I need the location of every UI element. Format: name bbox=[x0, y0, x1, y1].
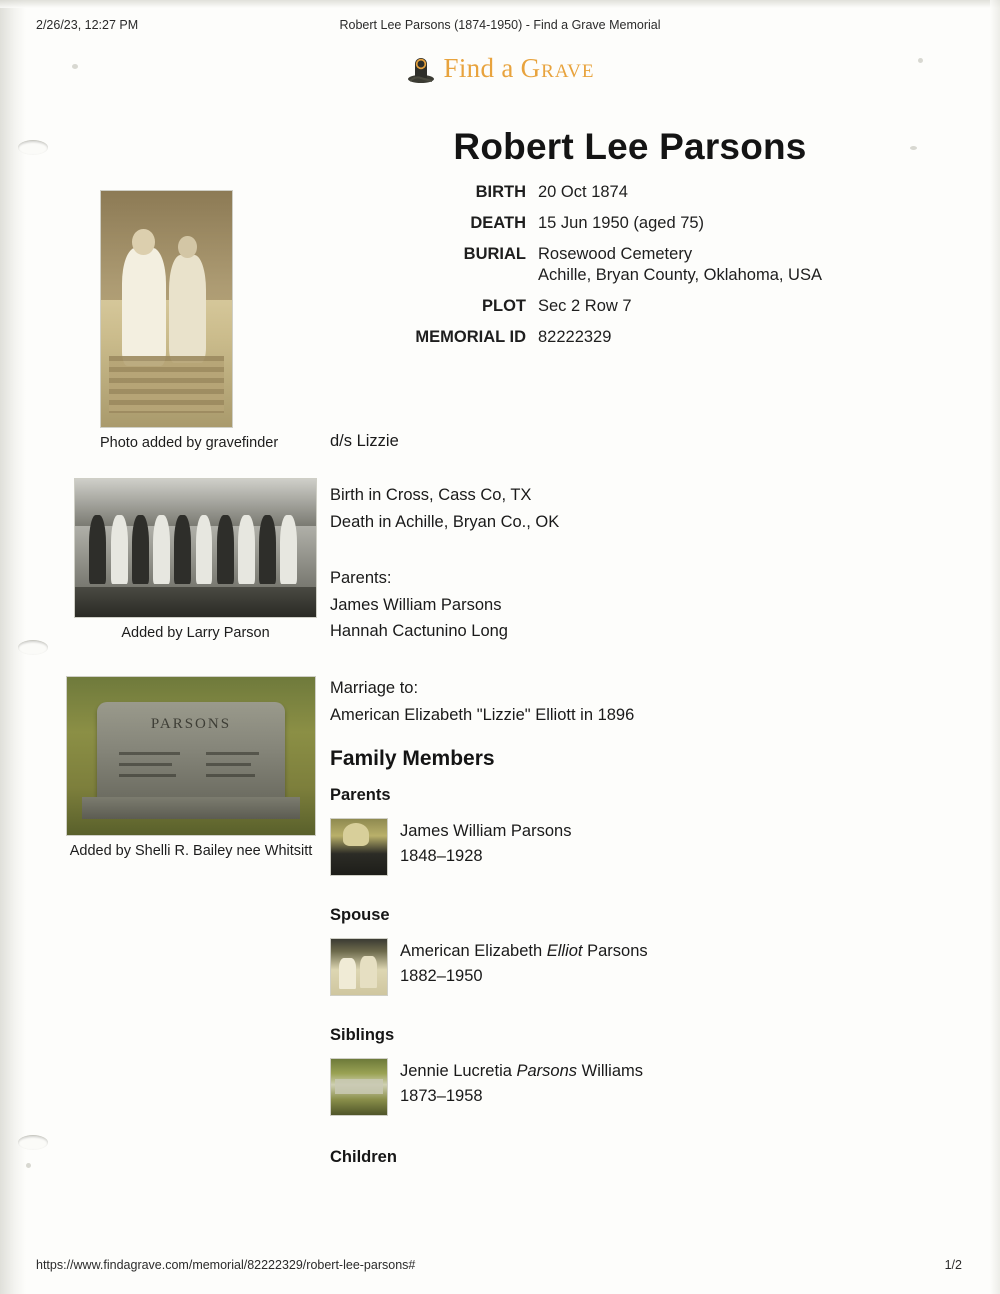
family-member-name[interactable] bbox=[400, 819, 571, 844]
bio-dslizzie: d/s Lizzie bbox=[330, 432, 399, 450]
person-figure bbox=[280, 515, 297, 584]
fact-value-death: 15 Jun 1950 (aged 75) bbox=[538, 213, 705, 232]
headstone-inscription-line bbox=[119, 774, 176, 777]
family-member-name[interactable] bbox=[400, 1059, 643, 1084]
headstone-inscription-line bbox=[119, 763, 172, 766]
headstone-base bbox=[82, 797, 300, 819]
name-part: James William Parsons bbox=[400, 822, 572, 840]
name-part: Williams bbox=[577, 1062, 644, 1080]
print-url: https://www.findagrave.com/memorial/82222329/robert-lee-parsons# bbox=[36, 1258, 416, 1272]
headstone-surname-text: PARSONS bbox=[150, 715, 232, 732]
photo-block-couple[interactable] bbox=[100, 190, 278, 451]
scan-speck bbox=[26, 1163, 31, 1168]
headstone-inscription-line bbox=[206, 763, 251, 766]
photo-caption: Photo added by gravefinder bbox=[100, 435, 279, 451]
family-member-name[interactable] bbox=[400, 939, 648, 964]
name-part: American Elizabeth bbox=[400, 942, 547, 960]
family-members-heading: Family Members bbox=[330, 747, 495, 770]
findagrave-logo-icon bbox=[406, 52, 436, 84]
bio-death-place: Death in Achille, Bryan Co., OK bbox=[330, 512, 560, 531]
woman-head bbox=[178, 236, 196, 258]
person-figure bbox=[89, 515, 106, 584]
binder-hole bbox=[18, 640, 48, 655]
name-part-italic: Elliot bbox=[546, 942, 583, 960]
family-member-spouse[interactable] bbox=[330, 938, 648, 996]
photo-couple-on-porch[interactable] bbox=[100, 190, 233, 428]
person-figure bbox=[259, 515, 276, 584]
print-page-number: 1/2 bbox=[944, 1258, 962, 1272]
family-section-siblings-heading: Siblings bbox=[330, 1026, 395, 1044]
family-member-dates: 1882–1950 bbox=[400, 966, 483, 985]
porch-wall bbox=[101, 191, 232, 300]
burial-cemetery[interactable]: Rosewood Cemetery bbox=[538, 244, 693, 263]
fact-row-memorial-id bbox=[330, 327, 950, 349]
headstone-inscription-line bbox=[206, 774, 255, 777]
family-member-text bbox=[400, 818, 571, 869]
bio-father: James William Parsons bbox=[330, 595, 502, 614]
couple-on-porch-image bbox=[101, 191, 232, 427]
fact-value-birth: 20 Oct 1874 bbox=[538, 183, 628, 201]
photo-block-headstone[interactable] bbox=[66, 676, 316, 859]
photo-caption: Added by Shelli R. Bailey nee Whitsitt bbox=[69, 843, 313, 859]
family-member-thumbnail[interactable] bbox=[330, 1058, 388, 1116]
fact-label-burial: BURIAL bbox=[463, 244, 526, 263]
bio-birth-place: Birth in Cross, Cass Co, TX bbox=[330, 486, 532, 504]
family-section-parents-heading: Parents bbox=[330, 786, 391, 804]
fact-row-birth bbox=[330, 182, 950, 204]
name-part-italic: Parsons bbox=[516, 1062, 578, 1080]
family-member-thumbnail[interactable] bbox=[330, 818, 388, 876]
name-part: Jennie Lucretia bbox=[400, 1062, 517, 1080]
family-member-dates: 1848–1928 bbox=[400, 846, 483, 865]
family-member-text bbox=[400, 938, 648, 989]
grass-foreground bbox=[75, 587, 316, 617]
family-member-parent[interactable] bbox=[330, 818, 571, 876]
family-member-text bbox=[400, 1058, 643, 1109]
person-figure bbox=[217, 515, 234, 584]
woman-figure bbox=[169, 255, 206, 364]
bio-parents-heading: Parents: bbox=[330, 569, 392, 587]
bio-places bbox=[330, 482, 960, 535]
scan-edge-top bbox=[0, 0, 1000, 8]
fact-value-plot: Sec 2 Row 7 bbox=[538, 297, 632, 316]
fact-value-memorial-id: 82222329 bbox=[538, 327, 612, 346]
headstone-slab bbox=[97, 702, 285, 797]
bio-parents bbox=[330, 565, 960, 645]
findagrave-logo-text bbox=[444, 53, 595, 84]
family-section-spouse-heading: Spouse bbox=[330, 906, 390, 924]
person-figure bbox=[111, 515, 128, 584]
fact-label-birth: BIRTH bbox=[475, 183, 526, 201]
porch-steps bbox=[109, 356, 224, 413]
burial-location[interactable]: Achille, Bryan County, Oklahoma, USA bbox=[538, 266, 822, 285]
person-figure bbox=[174, 515, 191, 584]
logo-text-grave: Grave bbox=[520, 52, 595, 83]
man-figure bbox=[122, 248, 167, 366]
family-member-dates: 1873–1958 bbox=[400, 1086, 483, 1105]
fact-value-burial bbox=[538, 244, 950, 288]
findagrave-logo[interactable] bbox=[0, 52, 1000, 84]
print-document-title: Robert Lee Parsons (1874-1950) - Find a Grave Memorial bbox=[339, 18, 661, 32]
logo-text-find-a: Find a bbox=[443, 52, 521, 83]
bio-mother: Hannah Cactunino Long bbox=[330, 622, 508, 641]
photo-family-group[interactable] bbox=[74, 478, 317, 618]
binder-hole bbox=[18, 1135, 48, 1150]
bio-marriage-heading: Marriage to: bbox=[330, 679, 419, 697]
family-section-children-heading: Children bbox=[330, 1148, 397, 1166]
memorial-facts bbox=[330, 182, 950, 358]
bio-marriage-detail: American Elizabeth "Lizzie" Elliott in 1896 bbox=[330, 705, 635, 724]
fact-label-plot: PLOT bbox=[482, 297, 526, 316]
scan-edge-right bbox=[990, 0, 1000, 1294]
name-part: Parsons bbox=[582, 942, 648, 960]
fact-row-plot bbox=[330, 296, 950, 318]
print-date: 2/26/23, 12:27 PM bbox=[36, 18, 139, 32]
fact-label-death: DEATH bbox=[470, 213, 526, 232]
photo-caption: Added by Larry Parson bbox=[121, 625, 270, 641]
bio-marriage bbox=[330, 675, 960, 728]
fact-row-death bbox=[330, 213, 950, 235]
fact-label-memorial-id: MEMORIAL ID bbox=[415, 327, 526, 346]
headstone-inscription-line bbox=[119, 752, 179, 755]
person-figure bbox=[238, 515, 255, 584]
photo-headstone[interactable] bbox=[66, 676, 316, 836]
binder-hole bbox=[18, 140, 48, 155]
person-figure bbox=[132, 515, 149, 584]
page-title: Robert Lee Parsons bbox=[453, 126, 807, 167]
family-member-thumbnail[interactable] bbox=[330, 938, 388, 996]
photo-block-group[interactable] bbox=[74, 478, 317, 641]
headstone-inscription-line bbox=[206, 752, 259, 755]
person-figure bbox=[196, 515, 213, 584]
person-figure bbox=[153, 515, 170, 584]
man-head bbox=[132, 229, 154, 255]
headstone-image bbox=[67, 677, 315, 835]
fact-row-burial bbox=[330, 244, 950, 288]
family-group-image bbox=[75, 479, 316, 617]
family-member-sibling[interactable] bbox=[330, 1058, 643, 1116]
people-row bbox=[89, 515, 301, 584]
